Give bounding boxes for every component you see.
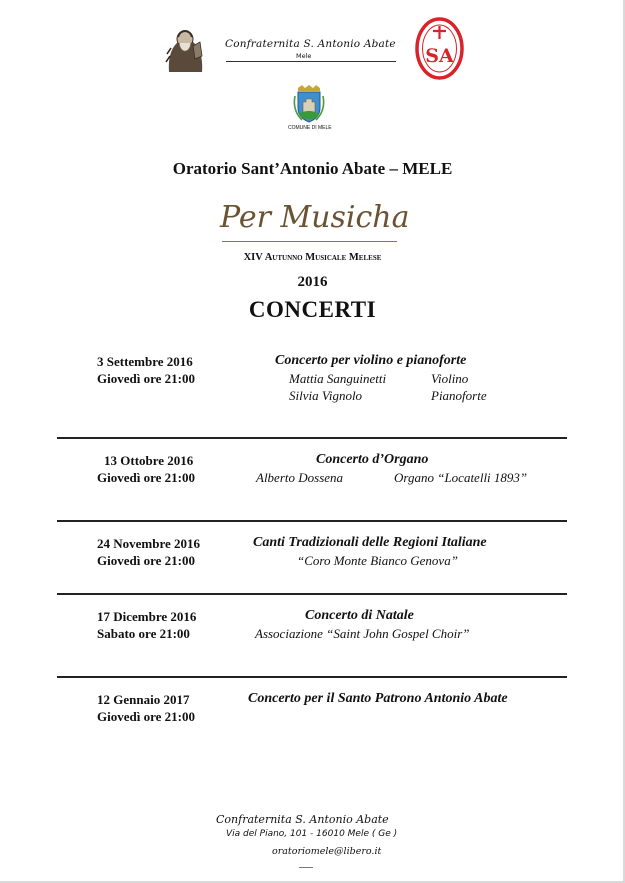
confraternita-location: Mele: [296, 52, 312, 60]
event-divider: [57, 437, 567, 439]
performer-name: Associazione “Saint John Gospel Choir”: [255, 626, 470, 641]
event-title: Concerto per il Santo Patrono Antonio Abate: [248, 691, 508, 706]
performer-role: Organo “Locatelli 1893”: [394, 470, 528, 485]
per-musicha-underline: [222, 241, 397, 242]
event-divider: [57, 676, 567, 678]
footer-email: oratoriomele@libero.it: [272, 846, 382, 857]
performer-name: Alberto Dossena: [256, 470, 344, 485]
footer-confraternita-name: Confraternita S. Antonio Abate: [216, 813, 389, 826]
event-title: Concerto per violino e pianoforte: [275, 353, 467, 368]
season-year: 2016: [297, 274, 328, 290]
header-divider: [226, 61, 396, 62]
event-title: Concerto d’Organo: [316, 452, 429, 467]
event-time: Giovedì ore 21:00: [97, 371, 195, 386]
footer-address: Via del Piano, 101 - 16010 Mele ( Ge ): [226, 829, 398, 839]
event-title: Canti Tradizionali delle Regioni Italiane: [253, 535, 487, 550]
performer-name: Silvia Vignolo: [289, 388, 363, 403]
event-date: 17 Dicembre 2016: [97, 609, 197, 624]
performer-name: “Coro Monte Bianco Genova”: [297, 553, 458, 568]
event-divider: [57, 593, 567, 595]
event-title: Concerto di Natale: [305, 608, 414, 623]
concerti-heading: CONCERTI: [248, 297, 377, 322]
event-date: 13 Ottobre 2016: [104, 453, 194, 468]
comune-crest-icon: [292, 84, 326, 124]
svg-text:SA: SA: [425, 45, 454, 67]
performer-name: Mattia Sanguinetti: [289, 371, 387, 386]
event-time: Giovedì ore 21:00: [97, 470, 195, 485]
event-time: Sabato ore 21:00: [97, 626, 190, 641]
performer-role: Violino: [431, 371, 469, 386]
sa-seal-logo: [415, 17, 464, 80]
event-date: 24 Novembre 2016: [97, 536, 201, 551]
edition-subtitle: XIV Autunno Musicale Melese: [243, 252, 382, 263]
comune-label: COMUNE DI MELE: [288, 125, 332, 131]
confraternita-name: Confraternita S. Antonio Abate: [225, 38, 396, 50]
event-date: 3 Settembre 2016: [97, 354, 193, 369]
event-date: 12 Gennaio 2017: [97, 692, 190, 707]
event-divider: [57, 520, 567, 522]
page-title: Oratorio Sant’Antonio Abate – MELE: [172, 159, 453, 178]
event-time: Giovedì ore 21:00: [97, 553, 195, 568]
performer-role: Pianoforte: [431, 388, 487, 403]
per-musicha-logo: Per Musicha: [220, 200, 410, 235]
saint-antonio-portrait-icon: [162, 26, 208, 74]
event-time: Giovedì ore 21:00: [97, 709, 195, 724]
footer-mark: [299, 867, 313, 868]
